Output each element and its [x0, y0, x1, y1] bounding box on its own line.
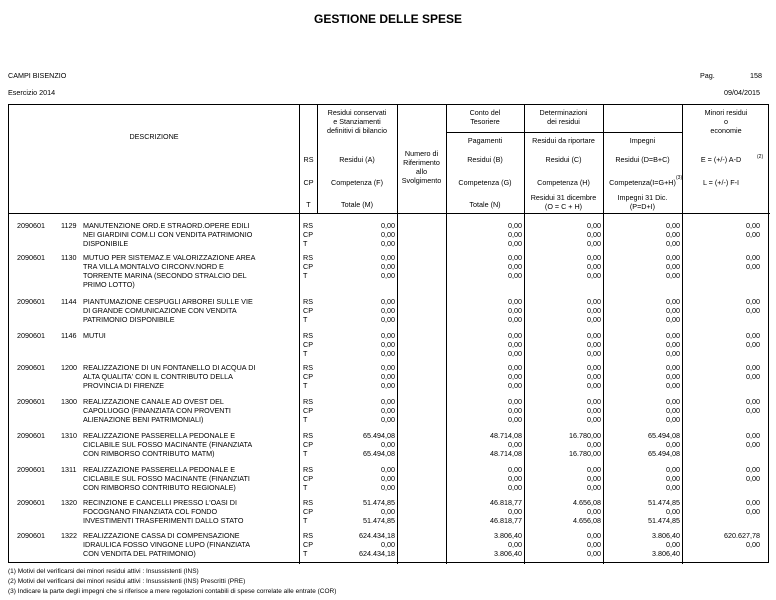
amount-p: 0,00 [666, 483, 680, 492]
amount-m: 0,00 [381, 397, 395, 406]
amount-p: 3.806,40 [652, 531, 680, 540]
row-type-label: T [303, 549, 308, 558]
amount-m: 0,00 [381, 363, 395, 372]
chapter-code: 2090601 [17, 431, 45, 440]
amount-o: 0,00 [587, 531, 601, 540]
amount-o: 0,00 [587, 253, 601, 262]
amount-p: 65.494,08 [648, 431, 680, 440]
col-pagamenti: Pagamenti [467, 136, 503, 145]
amount-n: 0,00 [508, 297, 522, 306]
amount-n: 0,00 [508, 415, 522, 424]
row-type-label: RS [303, 498, 313, 507]
amount-economie: 0,00 [746, 372, 760, 381]
amount-n: 0,00 [508, 474, 522, 483]
note-2: (2) [757, 154, 764, 160]
amount-m: 624.434,18 [359, 531, 395, 540]
row-type-label: T [303, 449, 308, 458]
amount-m: 0,00 [381, 340, 395, 349]
amount-o: 0,00 [587, 331, 601, 340]
row-type-label: CP [303, 372, 313, 381]
amount-n: 0,00 [508, 306, 522, 315]
amount-economie: 0,00 [746, 440, 760, 449]
description-line: MANUTENZIONE ORD.E STRAORD.OPERE EDILI [83, 221, 250, 230]
description-line: CICLABILE SUL FOSSO MACINANTE (FINANZIATI [83, 474, 250, 483]
amount-o: 0,00 [587, 221, 601, 230]
description-line: PATRIMONIO DISPONIBILE [83, 315, 175, 324]
label-competenza-f: Competenza (F) [331, 178, 383, 187]
amount-economie: 0,00 [746, 498, 760, 507]
amount-n: 0,00 [508, 331, 522, 340]
description-line: NEI GIARDINI COM.LI CON VENDITA PATRIMONIO [83, 230, 253, 239]
amount-m: 0,00 [381, 253, 395, 262]
row-type-label: CP [303, 440, 313, 449]
row-type-label: RS [303, 221, 313, 230]
amount-n: 0,00 [508, 483, 522, 492]
label-impegni-31: Impegni 31 Dic. (P=D+I) [617, 193, 668, 211]
amount-n: 46.818,77 [490, 516, 522, 525]
amount-m: 51.474,85 [363, 498, 395, 507]
page-label: Pag. [700, 71, 715, 80]
chapter-code: 2090601 [17, 221, 45, 230]
amount-o: 0,00 [587, 474, 601, 483]
amount-o: 0,00 [587, 297, 601, 306]
chapter-code: 2090601 [17, 465, 45, 474]
amount-economie: 620.627,78 [724, 531, 760, 540]
amount-n: 0,00 [508, 253, 522, 262]
amount-o: 0,00 [587, 372, 601, 381]
amount-o: 0,00 [587, 465, 601, 474]
amount-p: 0,00 [666, 507, 680, 516]
amount-o: 0,00 [587, 363, 601, 372]
col-residui-conservati: Residui conservati e Stanziamenti definitivi di bilancio [327, 108, 387, 135]
amount-m: 0,00 [381, 440, 395, 449]
amount-p: 0,00 [666, 349, 680, 358]
amount-n: 0,00 [508, 406, 522, 415]
amount-economie: 0,00 [746, 406, 760, 415]
amount-n: 46.818,77 [490, 498, 522, 507]
row-type-label: CP [303, 540, 313, 549]
row-type-label: T [303, 415, 308, 424]
amount-n: 48.714,08 [490, 449, 522, 458]
amount-o: 0,00 [587, 507, 601, 516]
description-line: REALIZZAZIONE CASSA DI COMPENSAZIONE [83, 531, 240, 540]
amount-economie: 0,00 [746, 297, 760, 306]
description-line: MUTUO PER SISTEMAZ.E VALORIZZAZIONE AREA [83, 253, 256, 262]
description-line: REALIZZAZIONE CANALE AD OVEST DEL [83, 397, 224, 406]
description-line: INVESTIMENTI TRASFERIMENTI DALLO STATO [83, 516, 244, 525]
amount-m: 0,00 [381, 474, 395, 483]
amount-economie: 0,00 [746, 397, 760, 406]
amount-economie: 0,00 [746, 540, 760, 549]
description-line: ALTA QUALITA' CON IL CONTRIBUTO DELLA [83, 372, 233, 381]
row-type-label: CP [303, 262, 313, 271]
amount-p: 0,00 [666, 262, 680, 271]
row-type-label: T [303, 516, 308, 525]
label-residui-a: Residui (A) [339, 155, 375, 164]
amount-m: 0,00 [381, 306, 395, 315]
row-type-label: CP [303, 340, 313, 349]
amount-n: 0,00 [508, 221, 522, 230]
amount-economie: 0,00 [746, 507, 760, 516]
row-type-label: T [303, 483, 308, 492]
amount-m: 0,00 [381, 239, 395, 248]
amount-m: 0,00 [381, 372, 395, 381]
chapter-code: 2090601 [17, 531, 45, 540]
amount-p: 0,00 [666, 440, 680, 449]
description-line: MUTUI [83, 331, 106, 340]
amount-o: 0,00 [587, 440, 601, 449]
row-type-label: RS [303, 531, 313, 540]
row-type-label: CP [303, 230, 313, 239]
amount-p: 0,00 [666, 221, 680, 230]
row-type-label: RS [303, 431, 313, 440]
note-3: (3) [676, 175, 683, 181]
row-type-label: RS [303, 297, 313, 306]
page-number: 158 [750, 71, 762, 80]
amount-p: 0,00 [666, 297, 680, 306]
amount-p: 0,00 [666, 415, 680, 424]
article-number: 1200 [61, 363, 77, 372]
amount-p: 0,00 [666, 315, 680, 324]
amount-m: 0,00 [381, 381, 395, 390]
label-residui-31: Residui 31 dicembre (O = C + H) [530, 193, 597, 211]
label-residui-b: Residui (B) [467, 155, 503, 164]
amount-o: 0,00 [587, 239, 601, 248]
amount-n: 0,00 [508, 315, 522, 324]
amount-economie: 0,00 [746, 340, 760, 349]
label-t: T [306, 200, 311, 209]
description-line: ALIENAZIONE BENI PATRIMONIALI) [83, 415, 204, 424]
row-type-label: T [303, 349, 308, 358]
label-rs: RS [303, 155, 314, 164]
article-number: 1129 [61, 221, 77, 230]
amount-p: 0,00 [666, 253, 680, 262]
label-residui-d: Residui (D=B+C) [615, 155, 670, 164]
amount-m: 0,00 [381, 230, 395, 239]
col-impegni: Impegni [629, 136, 656, 145]
description-line: PRIMO LOTTO) [83, 280, 135, 289]
col-descrizione: DESCRIZIONE [129, 132, 179, 141]
amount-n: 3.806,40 [494, 549, 522, 558]
amount-m: 0,00 [381, 483, 395, 492]
amount-m: 0,00 [381, 262, 395, 271]
amount-o: 0,00 [587, 271, 601, 280]
amount-p: 51.474,85 [648, 498, 680, 507]
amount-o: 16.780,00 [569, 431, 601, 440]
amount-m: 0,00 [381, 271, 395, 280]
row-type-label: RS [303, 253, 313, 262]
amount-p: 0,00 [666, 363, 680, 372]
amount-m: 0,00 [381, 331, 395, 340]
col-conto-tesoriere: Conto del Tesoriere [469, 108, 501, 126]
amount-m: 65.494,08 [363, 431, 395, 440]
label-totale-n: Totale (N) [469, 200, 501, 209]
amount-o: 0,00 [587, 315, 601, 324]
amount-m: 0,00 [381, 415, 395, 424]
description-line: DI GRANDE COMUNICAZIONE CON VENDITA [83, 306, 237, 315]
amount-m: 0,00 [381, 507, 395, 516]
description-line: FOCOGNANO FINANZIATA COL FONDO [83, 507, 218, 516]
amount-p: 0,00 [666, 340, 680, 349]
amount-p: 0,00 [666, 230, 680, 239]
amount-m: 51.474,85 [363, 516, 395, 525]
row-type-label: T [303, 315, 308, 324]
amount-m: 0,00 [381, 297, 395, 306]
amount-n: 0,00 [508, 340, 522, 349]
article-number: 1310 [61, 431, 77, 440]
amount-economie: 0,00 [746, 221, 760, 230]
amount-o: 0,00 [587, 483, 601, 492]
label-e-formula: E = (+/-) A-D [700, 155, 742, 164]
amount-m: 0,00 [381, 540, 395, 549]
row-type-label: CP [303, 306, 313, 315]
amount-n: 0,00 [508, 440, 522, 449]
amount-p: 0,00 [666, 381, 680, 390]
description-line: CICLABILE SUL FOSSO MACINANTE (FINANZIATA [83, 440, 253, 449]
amount-o: 0,00 [587, 549, 601, 558]
amount-m: 0,00 [381, 349, 395, 358]
amount-o: 0,00 [587, 381, 601, 390]
amount-n: 0,00 [508, 262, 522, 271]
row-type-label: RS [303, 331, 313, 340]
divider [446, 132, 683, 133]
amount-n: 0,00 [508, 540, 522, 549]
amount-m: 0,00 [381, 465, 395, 474]
chapter-code: 2090601 [17, 363, 45, 372]
amount-m: 624.434,18 [359, 549, 395, 558]
description-line: REALIZZAZIONE PASSERELLA PEDONALE E [83, 465, 236, 474]
chapter-code: 2090601 [17, 253, 45, 262]
row-type-label: RS [303, 465, 313, 474]
footnote-2: (2) Motivi del verificarsi dei minori residui attivi : Insussistenti (INS) Prescritti (PRE) [8, 578, 246, 585]
description-line: PROVINCIA DI FIRENZE [83, 381, 165, 390]
amount-p: 0,00 [666, 271, 680, 280]
amount-o: 16.780,00 [569, 449, 601, 458]
amount-o: 4.656,08 [573, 498, 601, 507]
label-competenza-g: Competenza (G) [458, 178, 512, 187]
amount-economie: 0,00 [746, 306, 760, 315]
article-number: 1300 [61, 397, 77, 406]
amount-economie: 0,00 [746, 230, 760, 239]
divider [299, 105, 300, 564]
divider [9, 213, 770, 214]
amount-p: 51.474,85 [648, 516, 680, 525]
chapter-code: 2090601 [17, 297, 45, 306]
amount-o: 4.656,08 [573, 516, 601, 525]
amount-n: 0,00 [508, 372, 522, 381]
amount-economie: 0,00 [746, 431, 760, 440]
article-number: 1144 [61, 297, 77, 306]
amount-p: 0,00 [666, 397, 680, 406]
amount-n: 0,00 [508, 397, 522, 406]
amount-n: 0,00 [508, 465, 522, 474]
amount-economie: 0,00 [746, 331, 760, 340]
label-competenza-h: Competenza (H) [537, 178, 590, 187]
col-numero-riferimento: Numero di Riferimento allo Svolgimento [401, 149, 442, 185]
description-line: CON VENDITA DEL PATRIMONIO) [83, 549, 196, 558]
amount-p: 0,00 [666, 372, 680, 381]
row-type-label: T [303, 271, 308, 280]
article-number: 1320 [61, 498, 77, 507]
amount-n: 0,00 [508, 239, 522, 248]
col-residui-riportare: Residui da riportare [532, 136, 595, 145]
row-type-label: T [303, 381, 308, 390]
amount-p: 0,00 [666, 465, 680, 474]
description-line: TRA VILLA MONTALVO CIRCONV.NORD E [83, 262, 224, 271]
amount-m: 0,00 [381, 406, 395, 415]
amount-n: 0,00 [508, 381, 522, 390]
chapter-code: 2090601 [17, 498, 45, 507]
label-residui-c: Residui (C) [545, 155, 582, 164]
amount-o: 0,00 [587, 406, 601, 415]
fiscal-year: Esercizio 2014 [8, 88, 56, 97]
amount-n: 0,00 [508, 230, 522, 239]
article-number: 1311 [61, 465, 77, 474]
row-type-label: CP [303, 406, 313, 415]
chapter-code: 2090601 [17, 397, 45, 406]
amount-n: 48.714,08 [490, 431, 522, 440]
row-type-label: CP [303, 507, 313, 516]
amount-p: 0,00 [666, 239, 680, 248]
label-competenza-i: Competenza(I=G+H) [609, 178, 676, 187]
description-line: TORRENTE MARINA (SECONDO STRALCIO DEL [83, 271, 247, 280]
description-line: DISPONIBILE [83, 239, 129, 248]
amount-o: 0,00 [587, 306, 601, 315]
amount-n: 0,00 [508, 271, 522, 280]
amount-o: 0,00 [587, 540, 601, 549]
amount-economie: 0,00 [746, 262, 760, 271]
amount-m: 0,00 [381, 315, 395, 324]
amount-o: 0,00 [587, 340, 601, 349]
amount-p: 3.806,40 [652, 549, 680, 558]
description-line: RECINZIONE E CANCELLI PRESSO L'OASI DI [83, 498, 237, 507]
description-line: CAPOLUOGO (FINANZIATA CON PROVENTI [83, 406, 231, 415]
amount-economie: 0,00 [746, 465, 760, 474]
label-cp: CP [303, 178, 314, 187]
amount-n: 3.806,40 [494, 531, 522, 540]
amount-o: 0,00 [587, 349, 601, 358]
chapter-code: 2090601 [17, 331, 45, 340]
article-number: 1322 [61, 531, 77, 540]
description-line: CON RIMBORSO CONTRIBUTO REGIONALE) [83, 483, 236, 492]
col-determinazioni: Determinazioni dei residui [539, 108, 588, 126]
description-line: REALIZZAZIONE PASSERELLA PEDONALE E [83, 431, 236, 440]
amount-p: 0,00 [666, 406, 680, 415]
amount-p: 65.494,08 [648, 449, 680, 458]
amount-n: 0,00 [508, 507, 522, 516]
row-type-label: T [303, 239, 308, 248]
col-minori-residui: Minori residui o economie [704, 108, 748, 135]
report-date: 09/04/2015 [724, 88, 760, 97]
amount-p: 0,00 [666, 331, 680, 340]
row-type-label: RS [303, 363, 313, 372]
amount-n: 0,00 [508, 363, 522, 372]
article-number: 1146 [61, 331, 77, 340]
amount-o: 0,00 [587, 262, 601, 271]
footnote-1: (1) Motivi del verificarsi dei minori residui attivi : Insussistenti (INS) [8, 568, 199, 575]
description-line: REALIZZAZIONE DI UN FONTANELLO DI ACQUA DI [83, 363, 256, 372]
amount-n: 0,00 [508, 349, 522, 358]
amount-p: 0,00 [666, 306, 680, 315]
entity-name: CAMPI BISENZIO [8, 71, 67, 80]
footnote-3: (3) Indicare la parte degli impegni che si riferisce a mere regolazioni contabili di spese correlate alle entrate (COR) [8, 588, 337, 595]
amount-economie: 0,00 [746, 363, 760, 372]
label-l-formula: L = (+/-) F-I [702, 178, 740, 187]
amount-economie: 0,00 [746, 253, 760, 262]
amount-m: 65.494,08 [363, 449, 395, 458]
amount-p: 0,00 [666, 540, 680, 549]
description-line: IDRAULICA FOSSO VINGONE LUPO (FINANZIATA [83, 540, 251, 549]
amount-o: 0,00 [587, 415, 601, 424]
expense-table [8, 104, 769, 563]
amount-o: 0,00 [587, 230, 601, 239]
amount-economie: 0,00 [746, 474, 760, 483]
amount-p: 0,00 [666, 474, 680, 483]
row-type-label: RS [303, 397, 313, 406]
row-type-label: CP [303, 474, 313, 483]
description-line: CON RIMBORSO CONTRIBUTO MATM) [83, 449, 215, 458]
description-line: PIANTUMAZIONE CESPUGLI ARBOREI SULLE VIE [83, 297, 253, 306]
amount-o: 0,00 [587, 397, 601, 406]
label-totale-m: Totale (M) [341, 200, 373, 209]
article-number: 1130 [61, 253, 77, 262]
amount-m: 0,00 [381, 221, 395, 230]
page-title: GESTIONE DELLE SPESE [313, 12, 463, 26]
